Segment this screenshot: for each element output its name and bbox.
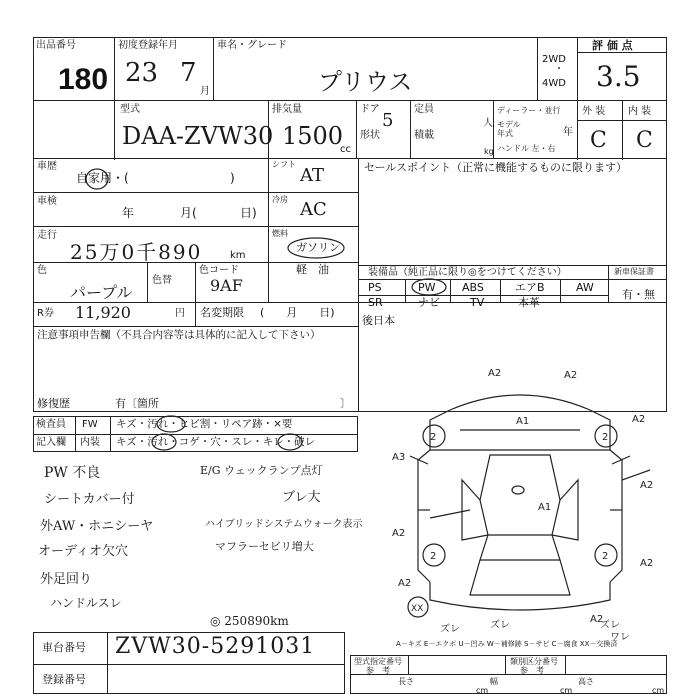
fw-label: FW <box>82 419 98 430</box>
load-unit: kg <box>484 147 494 156</box>
color-code-label: 色コード <box>199 265 239 276</box>
dirt-circle <box>155 414 187 434</box>
fuel-circle <box>286 236 346 260</box>
shift-label: シフト <box>272 160 296 169</box>
equip-sr: SR <box>368 296 383 309</box>
remark-left-2: シートカバー付 <box>44 492 135 507</box>
equip-tv: TV <box>470 296 485 309</box>
diagram-right-side <box>610 450 622 582</box>
backseat-label: 後日本 <box>362 314 395 327</box>
color-change-label: 色替 <box>152 275 172 286</box>
color-value: パープル <box>70 283 133 302</box>
equip-ps: PS <box>368 281 382 294</box>
handle-label: ハンドル 左・右 <box>497 144 556 153</box>
aircon-label: 冷房 <box>272 195 288 204</box>
remark-right-3: ハイブリッドシステムウォーク表示 <box>205 519 363 530</box>
width-label: 幅 <box>490 677 498 686</box>
mark-a1-roof: A1 <box>538 502 552 513</box>
height-cm: cm <box>652 686 665 695</box>
pw-circle <box>410 278 448 296</box>
mark-a2-left: A2 <box>392 528 406 539</box>
drive-dot: ・ <box>554 64 564 75</box>
mark-wheel-rr: 2 <box>602 551 609 562</box>
checker-line2: キズ・汚れ・コゲ・穴・スレ・キレ・破レ <box>116 436 316 448</box>
displacement-label: 排気量 <box>272 104 302 115</box>
mark-xx: XX <box>411 604 424 614</box>
equipment-label: 装備品（純正品に限り◎をつけてください） <box>368 267 567 278</box>
notes-label: 注意事項申告欄（不具合内容等は具体的に記入して下さい） <box>37 329 321 341</box>
type-label: 型式指定番号 <box>354 657 402 666</box>
displacement-value: 1500 <box>282 122 344 150</box>
mark-a2-rear: A2 <box>590 614 604 625</box>
remark-right-2: ブレ大 <box>282 490 321 505</box>
inspector-label: 検査員 <box>36 419 66 430</box>
first-reg-year: 23 <box>125 58 159 88</box>
history-value: 自家用・( <box>76 171 129 185</box>
remark-left-5: 外足回り <box>40 572 93 587</box>
int-label: 内 装 <box>628 106 652 117</box>
diagram-rear <box>430 582 610 610</box>
height-label: 高さ <box>578 677 594 686</box>
inspection-year: 年 <box>122 206 135 220</box>
model-year-label: モデル 年式 <box>497 120 521 138</box>
lot-label: 出品番号 <box>36 40 76 51</box>
mileage-value: 25万0千890 <box>70 240 203 264</box>
mark-a2-right: A2 <box>640 480 654 491</box>
first-reg-label: 初度登録年月 <box>118 40 178 51</box>
mark-zure-3: ズレ <box>600 620 620 631</box>
mark-zure-2: ズレ <box>490 620 510 631</box>
fuel-gas: ガソリン <box>296 241 340 254</box>
drive-2wd: 2WD <box>542 54 566 65</box>
mileage-unit: km <box>230 250 246 261</box>
equip-leather: 本革 <box>518 296 540 309</box>
interior-label: 内装 <box>80 437 100 448</box>
class-label: 類別区分番号 <box>510 657 558 666</box>
ext-label: 外 装 <box>582 106 606 117</box>
recycle-value: 11,920 <box>75 303 131 322</box>
equip-abs: ABS <box>462 281 484 294</box>
holder-label: 名変期限 <box>200 306 244 319</box>
equip-pw: PW <box>418 281 436 294</box>
dealer-label: ディーラー・並行 <box>497 106 561 115</box>
mark-a2-front-right: A2 <box>564 370 578 381</box>
shift-value: AT <box>300 165 325 186</box>
remark-left-3: 外AW・ホニシーヤ <box>40 519 154 534</box>
shape-label: 形状 <box>360 130 380 141</box>
repair-label: 修復歴 <box>37 397 70 410</box>
registration-label: 登録番号 <box>42 673 86 686</box>
history-label: 車歴 <box>37 161 57 172</box>
mark-a2-rear-left: A2 <box>398 578 412 589</box>
remark-right-1: E/G ウェックランプ点灯 <box>200 464 323 477</box>
int-grade: C <box>636 128 653 153</box>
history-circle <box>84 166 110 192</box>
capacity-label: 定員 <box>414 104 434 115</box>
sales-point-label: セールスポイント（正常に機能するものに限ります） <box>364 161 628 174</box>
recycle-label: R券 <box>37 308 54 319</box>
checker-line1: キズ・汚れ・ヒビ割・リペア跡・×要 <box>116 418 293 430</box>
class-sub: 参 考 <box>520 666 544 675</box>
name-label: 車名・グレード <box>217 40 287 51</box>
diagram-roof <box>480 455 560 535</box>
inspection-day: 日) <box>240 206 257 220</box>
door-label: ドア <box>360 104 380 115</box>
color-label: 色 <box>37 265 47 276</box>
inspection-label: 車検 <box>37 196 57 207</box>
chassis-value: ZVW30-5291031 <box>115 634 316 659</box>
model-label: 型式 <box>120 104 140 115</box>
capacity-unit: 人 <box>483 118 493 129</box>
score-label: 評 価 点 <box>592 39 633 52</box>
remark-left-4: オーディオ欠穴 <box>38 544 128 559</box>
year-unit: 年 <box>563 127 573 138</box>
mark-a2-front: A2 <box>488 368 502 379</box>
car-damage-diagram <box>370 360 667 652</box>
new-warranty-value: 有・無 <box>622 288 655 301</box>
remark-right-4: マフラーセビリ増大 <box>215 540 314 553</box>
repair-value: 有〔箇所 <box>115 397 159 410</box>
scuff-circle <box>276 432 304 452</box>
ext-grade: C <box>590 128 607 153</box>
mark-a3-left: A3 <box>392 452 406 463</box>
mark-zure-1: ズレ <box>440 624 460 635</box>
length-label: 長さ <box>398 677 414 686</box>
mark-a2-right-top: A2 <box>632 414 646 425</box>
inspection-month: 月( <box>180 206 197 220</box>
door-value: 5 <box>382 110 394 131</box>
mileage-label: 走行 <box>37 230 57 241</box>
length-cm: cm <box>476 686 489 695</box>
equip-aw: AW <box>576 281 594 294</box>
car-name: プリウス <box>318 68 413 96</box>
equip-navi: ナビ <box>418 296 440 309</box>
repair-close: 〕 <box>340 397 351 410</box>
month-unit: 月 <box>200 86 210 97</box>
fuel-label: 燃料 <box>272 229 288 238</box>
score-value: 3.5 <box>596 60 641 93</box>
type-sub: 参 考 <box>366 666 390 675</box>
width-cm: cm <box>560 686 573 695</box>
cc-unit: cc <box>340 144 351 155</box>
remark-left-6: ハンドルスレ <box>50 596 122 610</box>
aircon-value: AC <box>300 199 327 220</box>
load-label: 積載 <box>414 130 434 141</box>
mark-wheel-fr: 2 <box>602 432 609 443</box>
equip-airbag: エアB <box>515 281 545 294</box>
history-close: ) <box>230 171 235 185</box>
mark-ware: ワレ <box>610 632 630 643</box>
diagram-left-side <box>418 450 430 582</box>
dirt-circle-2 <box>150 432 178 452</box>
mark-wheel-rl: 2 <box>430 551 437 562</box>
mark-wheel-fl: 2 <box>430 432 437 443</box>
fuel-diesel: 軽 油 <box>296 263 329 276</box>
mileage-note: ◎ 250890km <box>210 614 289 628</box>
new-warranty-label: 新車保証書 <box>614 267 654 276</box>
diagram-legend: A－キズ E－エクボ U－凹み W－補修跡 S－サビ C－腐食 XX－交換済 <box>396 640 618 648</box>
lot-number: 180 <box>58 63 109 96</box>
holder-paren: ( 月 日) <box>260 306 335 319</box>
recorder-label: 記入欄 <box>36 437 66 448</box>
recycle-unit: 円 <box>175 308 185 319</box>
mark-a1-top: A1 <box>516 416 530 427</box>
mark-a2-rear-right: A2 <box>640 558 654 569</box>
chassis-label: 車台番号 <box>42 641 86 654</box>
remark-left-1: PW 不良 <box>44 465 101 481</box>
drive-4wd: 4WD <box>542 78 566 89</box>
model-value: DAA-ZVW30 <box>122 122 274 150</box>
first-reg-month: 7 <box>180 58 197 88</box>
color-code: 9AF <box>210 276 243 295</box>
